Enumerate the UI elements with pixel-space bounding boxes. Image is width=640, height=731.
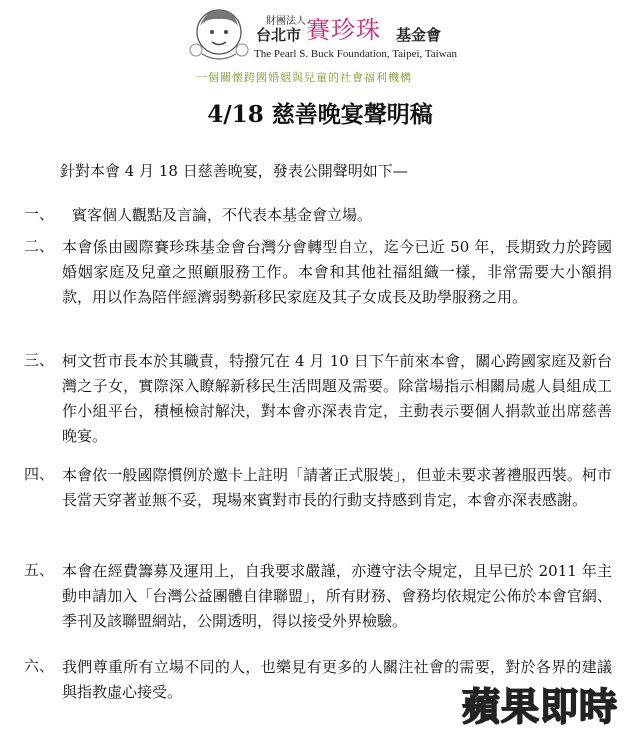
item-number: 四、 xyxy=(24,465,55,483)
org-tagline: 一個關懷跨國婚姻與兒童的社會福利機構 xyxy=(196,71,412,84)
item-number: 五、 xyxy=(24,561,55,579)
item-text: 賓客個人觀點及言論，不代表本基金會立場。 xyxy=(72,206,373,224)
org-english-name: The Pearl S. Buck Foundation, Taipei, Taiwan xyxy=(254,48,458,60)
org-city-label: 台北市 xyxy=(256,26,302,44)
org-suffix-label: 基金會 xyxy=(396,26,442,44)
item-text: 柯文哲市長本於其職責，特撥冗在 4 月 10 日下午前來本會，關心跨國家庭及新台灣之子女，實際深入瞭解新移民生活問題及需要。除當場指示相關局處人員組成工作小組平台，積極檢討解決，對本會亦深表肯定，主動表示要個人捐款並出席慈善晚宴。 xyxy=(62,352,612,445)
item-text: 我們尊重所有立場不同的人，也樂見有更多的人關注社會的需要，對於各界的建議與指教虛心接受。 xyxy=(62,658,612,701)
org-brand-name: 賽珍珠 xyxy=(306,16,381,44)
org-type-label: 財團法人 xyxy=(266,16,306,27)
document-title: 4/18 慈善晚宴聲明稿 xyxy=(207,101,433,128)
foundation-header xyxy=(188,4,458,94)
founder-portrait-logo xyxy=(188,4,250,64)
item-number: 一、 xyxy=(24,205,55,223)
item-number: 三、 xyxy=(24,351,55,369)
item-text: 本會在經費籌募及運用上，自我要求嚴謹，亦遵守法令規定，且早已於 2011 年主動申請加入「台灣公益團體自律聯盟」，所有財務、會務均依規定公佈於本會官網、季刊及該聯盟網站，公開透明，得以接受外界檢驗。 xyxy=(62,562,612,630)
item-number: 六、 xyxy=(24,657,55,675)
item-text: 本會係由國際賽珍珠基金會台灣分會轉型自立，迄今已近 50 年，長期致力於跨國婚姻家庭及兒童之照顧服務工作。本會和其他社福組織一樣，非常需要大小額捐款，用以作為陪伴經濟弱勢新移民家庭及其子女成長及助學服務之用。 xyxy=(62,238,612,306)
item-number: 二、 xyxy=(24,237,55,255)
intro-paragraph: 針對本會 4 月 18 日慈善晚宴，發表公開聲明如下— xyxy=(60,162,408,180)
item-text: 本會依一般國際慣例於邀卡上註明「請著正式服裝」，但並未要求著禮服西裝。柯市長當天穿著並無不妥，現場來賓對市長的行動支持感到肯定，本會亦深表感謝。 xyxy=(62,466,612,509)
news-watermark: 蘋果即時 xyxy=(462,685,619,729)
